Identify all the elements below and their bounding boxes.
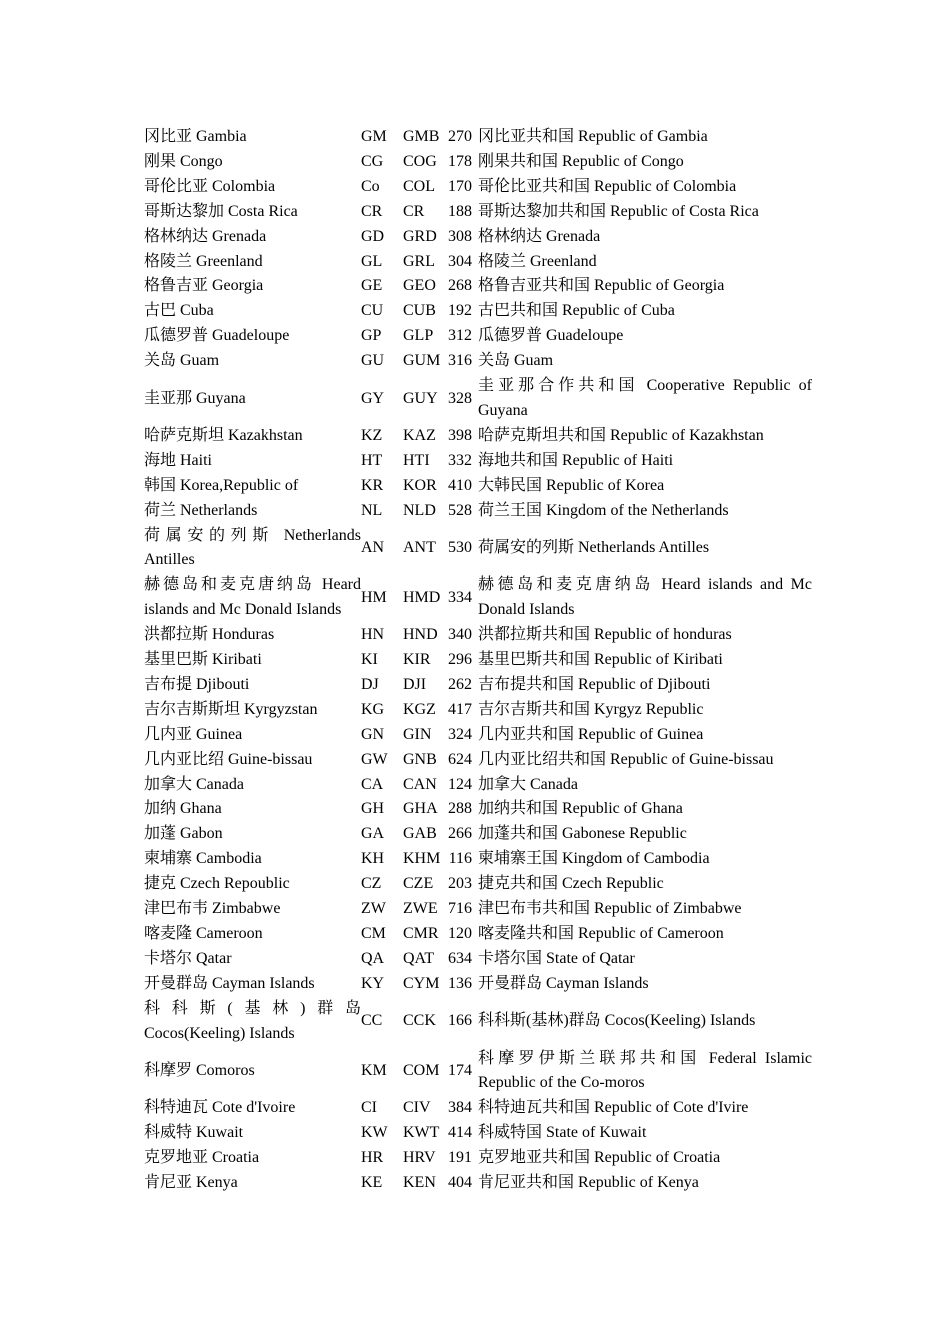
country-name-cell: 瓜德罗普 Guadeloupe bbox=[144, 327, 290, 345]
alpha3-code-cell: CYM bbox=[403, 974, 440, 992]
alpha3-code-cell: GUM bbox=[403, 352, 441, 370]
country-name-cell: 赫德岛和麦克唐纳岛 Heard islands and Mc Donald Islands bbox=[144, 576, 361, 619]
country-name-cell: 克罗地亚 Croatia bbox=[144, 1149, 260, 1167]
table-row bbox=[144, 125, 812, 150]
alpha2-code-cell: CR bbox=[361, 202, 383, 220]
alpha2-code-cell: GD bbox=[361, 227, 385, 245]
country-name-cell: 吉布提 Djibouti bbox=[144, 675, 250, 693]
alpha3-code-cell: KWT bbox=[403, 1124, 440, 1142]
table-row bbox=[144, 499, 812, 524]
full-name-cell: 大韩民国 Republic of Korea bbox=[478, 476, 665, 494]
full-name-cell: 加拿大 Canada bbox=[478, 775, 578, 793]
alpha3-code-cell: GRD bbox=[403, 227, 437, 245]
full-name-cell: 加蓬共和国 Gabonese Republic bbox=[478, 825, 687, 843]
table-row bbox=[144, 1146, 812, 1171]
country-name-cell: 荷兰 Netherlands bbox=[144, 501, 258, 519]
full-name-cell: 喀麦隆共和国 Republic of Cameroon bbox=[478, 925, 724, 942]
numeric-code-cell: 410 bbox=[448, 476, 472, 494]
country-name-cell: 哥斯达黎加 Costa Rica bbox=[144, 202, 298, 220]
alpha3-code-cell: KOR bbox=[403, 476, 437, 494]
alpha2-code-cell: Co bbox=[361, 177, 380, 195]
table-row bbox=[144, 250, 812, 275]
numeric-code-cell: 178 bbox=[448, 152, 472, 170]
country-name-cell: 加纳 Ghana bbox=[144, 800, 222, 818]
alpha2-code-cell: KE bbox=[361, 1174, 383, 1192]
country-name-cell: 格林纳达 Grenada bbox=[144, 227, 267, 245]
alpha3-code-cell: GHA bbox=[403, 800, 438, 818]
alpha2-code-cell: GH bbox=[361, 800, 385, 818]
full-name-cell: 格林纳达 Grenada bbox=[478, 227, 601, 245]
alpha2-code-cell: AN bbox=[361, 538, 385, 556]
numeric-code-cell: 328 bbox=[448, 389, 472, 407]
alpha2-code-cell: KH bbox=[361, 850, 385, 868]
country-name-cell: 科摩罗 Comoros bbox=[144, 1061, 255, 1079]
table-row bbox=[144, 797, 812, 822]
alpha3-code-cell: GAB bbox=[403, 825, 437, 843]
country-name-cell: 关岛 Guam bbox=[144, 352, 220, 370]
country-name-cell: 洪都拉斯 Honduras bbox=[144, 626, 275, 644]
numeric-code-cell: 124 bbox=[448, 775, 472, 793]
country-name-cell: 圭亚那 Guyana bbox=[144, 389, 246, 407]
numeric-code-cell: 136 bbox=[448, 974, 472, 992]
numeric-code-cell: 192 bbox=[448, 302, 472, 320]
table-row bbox=[144, 524, 812, 574]
alpha2-code-cell: GW bbox=[361, 750, 388, 768]
full-name-cell: 荷属安的列斯 Netherlands Antilles bbox=[478, 538, 710, 556]
alpha3-code-cell: HND bbox=[403, 626, 438, 644]
alpha2-code-cell: KM bbox=[361, 1061, 387, 1079]
alpha3-code-cell: NLD bbox=[403, 501, 436, 519]
country-name-cell: 基里巴斯 Kiribati bbox=[144, 651, 262, 669]
alpha3-code-cell: GMB bbox=[403, 128, 440, 145]
alpha3-code-cell: KHM bbox=[403, 850, 441, 868]
full-name-cell: 哥斯达黎加共和国 Republic of Costa Rica bbox=[478, 202, 759, 220]
country-name-cell: 韩国 Korea,Republic of bbox=[144, 476, 299, 494]
country-name-cell: 肯尼亚 Kenya bbox=[144, 1174, 238, 1192]
numeric-code-cell: 268 bbox=[448, 277, 472, 295]
numeric-code-cell: 324 bbox=[448, 725, 472, 743]
country-name-cell: 几内亚比绍 Guine-bissau bbox=[144, 750, 313, 768]
numeric-code-cell: 188 bbox=[448, 202, 472, 220]
alpha3-code-cell: CUB bbox=[403, 302, 436, 320]
numeric-code-cell: 624 bbox=[448, 750, 472, 768]
numeric-code-cell: 266 bbox=[448, 825, 472, 843]
alpha2-code-cell: GP bbox=[361, 327, 382, 345]
table-row bbox=[144, 424, 812, 449]
full-name-cell: 格鲁吉亚共和国 Republic of Georgia bbox=[478, 277, 725, 295]
country-name-cell: 捷克 Czech Repoublic bbox=[144, 875, 290, 893]
full-name-cell: 古巴共和国 Republic of Cuba bbox=[478, 302, 675, 320]
alpha2-code-cell: KZ bbox=[361, 426, 383, 444]
table-row bbox=[144, 897, 812, 922]
table-row bbox=[144, 847, 812, 872]
full-name-cell: 哥伦比亚共和国 Republic of Colombia bbox=[478, 177, 737, 195]
table-row bbox=[144, 972, 812, 997]
table-row bbox=[144, 324, 812, 349]
full-name-cell: 肯尼亚共和国 Republic of Kenya bbox=[478, 1174, 699, 1192]
numeric-code-cell: 417 bbox=[448, 700, 472, 718]
alpha2-code-cell: CA bbox=[361, 775, 384, 793]
table-row bbox=[144, 299, 812, 324]
country-name-cell: 刚果 Congo bbox=[144, 152, 223, 170]
alpha2-code-cell: HM bbox=[361, 588, 387, 606]
table-row bbox=[144, 225, 812, 250]
full-name-cell: 基里巴斯共和国 Republic of Kiribati bbox=[478, 651, 723, 669]
numeric-code-cell: 716 bbox=[448, 900, 472, 918]
numeric-code-cell: 262 bbox=[448, 675, 472, 693]
table-row bbox=[144, 748, 812, 773]
alpha3-code-cell: HTI bbox=[403, 451, 430, 469]
alpha3-code-cell: GNB bbox=[403, 750, 437, 768]
alpha3-code-cell: KAZ bbox=[403, 426, 436, 444]
alpha2-code-cell: KW bbox=[361, 1124, 388, 1142]
alpha3-code-cell: COL bbox=[403, 177, 435, 195]
country-code-table bbox=[144, 125, 812, 1196]
full-name-cell: 津巴布韦共和国 Republic of Zimbabwe bbox=[478, 900, 742, 918]
table-row bbox=[144, 175, 812, 200]
numeric-code-cell: 116 bbox=[448, 850, 472, 868]
numeric-code-cell: 334 bbox=[448, 588, 472, 606]
table-row bbox=[144, 997, 812, 1047]
full-name-cell: 几内亚共和国 Republic of Guinea bbox=[478, 725, 704, 743]
full-name-cell: 科摩罗伊斯兰联邦共和国 Federal Islamic Republic of the Co-moros bbox=[478, 1049, 812, 1092]
alpha3-code-cell: ZWE bbox=[403, 900, 438, 918]
table-row bbox=[144, 648, 812, 673]
country-name-cell: 冈比亚 Gambia bbox=[144, 128, 247, 145]
alpha3-code-cell: DJI bbox=[403, 675, 427, 693]
full-name-cell: 几内亚比绍共和国 Republic of Guine-bissau bbox=[478, 750, 774, 768]
numeric-code-cell: 398 bbox=[448, 426, 472, 444]
alpha3-code-cell: CIV bbox=[403, 1099, 431, 1117]
country-name-cell: 格陵兰 Greenland bbox=[144, 252, 263, 270]
country-name-cell: 荷属安的列斯 Netherlands Antilles bbox=[144, 526, 361, 569]
country-name-cell: 海地 Haiti bbox=[144, 451, 212, 469]
country-code-document bbox=[144, 125, 812, 1196]
full-name-cell: 吉布提共和国 Republic of Djibouti bbox=[478, 675, 711, 693]
alpha2-code-cell: KG bbox=[361, 700, 385, 718]
table-row bbox=[144, 723, 812, 748]
full-name-cell: 荷兰王国 Kingdom of the Netherlands bbox=[478, 501, 729, 519]
country-name-cell: 加蓬 Gabon bbox=[144, 825, 223, 843]
numeric-code-cell: 308 bbox=[448, 227, 472, 245]
table-row bbox=[144, 947, 812, 972]
country-name-cell: 加拿大 Canada bbox=[144, 775, 244, 793]
full-name-cell: 捷克共和国 Czech Republic bbox=[478, 875, 664, 893]
alpha2-code-cell: GM bbox=[361, 128, 387, 145]
numeric-code-cell: 288 bbox=[448, 800, 472, 818]
numeric-code-cell: 166 bbox=[448, 1012, 472, 1030]
alpha2-code-cell: CI bbox=[361, 1099, 377, 1117]
alpha3-code-cell: CCK bbox=[403, 1012, 436, 1030]
table-row bbox=[144, 872, 812, 897]
alpha2-code-cell: CG bbox=[361, 152, 384, 170]
country-name-cell: 柬埔寨 Cambodia bbox=[144, 850, 262, 868]
table-row bbox=[144, 150, 812, 175]
country-name-cell: 喀麦隆 Cameroon bbox=[144, 925, 263, 942]
full-name-cell: 洪都拉斯共和国 Republic of honduras bbox=[478, 626, 732, 644]
full-name-cell: 格陵兰 Greenland bbox=[478, 252, 597, 270]
numeric-code-cell: 270 bbox=[448, 128, 472, 145]
alpha3-code-cell: KIR bbox=[403, 651, 431, 669]
numeric-code-cell: 120 bbox=[448, 925, 472, 942]
alpha3-code-cell: GLP bbox=[403, 327, 434, 345]
full-name-cell: 刚果共和国 Republic of Congo bbox=[478, 152, 684, 170]
alpha2-code-cell: CM bbox=[361, 925, 386, 942]
table-row bbox=[144, 449, 812, 474]
full-name-cell: 冈比亚共和国 Republic of Gambia bbox=[478, 128, 708, 145]
country-name-cell: 哥伦比亚 Colombia bbox=[144, 177, 276, 195]
table-row bbox=[144, 1047, 812, 1097]
alpha2-code-cell: GL bbox=[361, 252, 383, 270]
numeric-code-cell: 634 bbox=[448, 949, 472, 967]
full-name-cell: 圭亚那合作共和国 Cooperative Republic of Guyana bbox=[478, 377, 812, 419]
country-name-cell: 哈萨克斯坦 Kazakhstan bbox=[144, 426, 303, 444]
alpha2-code-cell: GU bbox=[361, 352, 385, 370]
numeric-code-cell: 340 bbox=[448, 626, 472, 644]
alpha2-code-cell: HR bbox=[361, 1149, 384, 1167]
alpha2-code-cell: HT bbox=[361, 451, 383, 469]
alpha2-code-cell: CC bbox=[361, 1012, 383, 1030]
numeric-code-cell: 203 bbox=[448, 875, 472, 893]
full-name-cell: 卡塔尔国 State of Qatar bbox=[478, 949, 635, 967]
country-name-cell: 开曼群岛 Cayman Islands bbox=[144, 974, 315, 992]
alpha2-code-cell: NL bbox=[361, 501, 383, 519]
country-name-cell: 津巴布韦 Zimbabwe bbox=[144, 900, 281, 918]
alpha2-code-cell: GE bbox=[361, 277, 383, 295]
numeric-code-cell: 312 bbox=[448, 327, 472, 345]
numeric-code-cell: 530 bbox=[448, 538, 472, 556]
numeric-code-cell: 170 bbox=[448, 177, 472, 195]
country-name-cell: 古巴 Cuba bbox=[144, 302, 214, 320]
alpha3-code-cell: CR bbox=[403, 202, 425, 220]
alpha3-code-cell: COM bbox=[403, 1061, 440, 1079]
table-row bbox=[144, 1096, 812, 1121]
alpha3-code-cell: COG bbox=[403, 152, 437, 170]
country-name-cell: 科威特 Kuwait bbox=[144, 1124, 244, 1142]
numeric-code-cell: 304 bbox=[448, 252, 472, 270]
country-name-cell: 格鲁吉亚 Georgia bbox=[144, 277, 264, 295]
country-name-cell: 科特迪瓦 Cote d'Ivoire bbox=[144, 1099, 296, 1117]
full-name-cell: 哈萨克斯坦共和国 Republic of Kazakhstan bbox=[478, 426, 764, 444]
alpha2-code-cell: KI bbox=[361, 651, 378, 669]
alpha3-code-cell: ANT bbox=[403, 538, 436, 556]
alpha3-code-cell: GIN bbox=[403, 725, 432, 743]
full-name-cell: 科威特国 State of Kuwait bbox=[478, 1124, 647, 1142]
table-row bbox=[144, 922, 812, 947]
alpha2-code-cell: GN bbox=[361, 725, 385, 743]
full-name-cell: 科科斯(基林)群岛 Cocos(Keeling) Islands bbox=[478, 1012, 756, 1030]
table-row bbox=[144, 349, 812, 374]
country-rows bbox=[144, 125, 812, 1196]
table-row bbox=[144, 200, 812, 225]
alpha3-code-cell: GUY bbox=[403, 389, 438, 407]
alpha2-code-cell: CU bbox=[361, 302, 384, 320]
alpha2-code-cell: KR bbox=[361, 476, 384, 494]
full-name-cell: 关岛 Guam bbox=[478, 352, 554, 370]
alpha2-code-cell: HN bbox=[361, 626, 385, 644]
table-row bbox=[144, 474, 812, 499]
alpha3-code-cell: CMR bbox=[403, 925, 439, 942]
alpha3-code-cell: HMD bbox=[403, 588, 441, 606]
alpha2-code-cell: ZW bbox=[361, 900, 386, 918]
numeric-code-cell: 191 bbox=[448, 1149, 472, 1167]
alpha2-code-cell: QA bbox=[361, 949, 385, 967]
table-row bbox=[144, 1171, 812, 1196]
alpha2-code-cell: GY bbox=[361, 389, 385, 407]
numeric-code-cell: 316 bbox=[448, 352, 472, 370]
table-row bbox=[144, 1121, 812, 1146]
alpha2-code-cell: KY bbox=[361, 974, 385, 992]
full-name-cell: 吉尔吉斯共和国 Kyrgyz Republic bbox=[478, 700, 704, 718]
country-name-cell: 吉尔吉斯斯坦 Kyrgyzstan bbox=[144, 700, 318, 718]
numeric-code-cell: 384 bbox=[448, 1099, 472, 1117]
country-name-cell: 科科斯(基林)群岛 Cocos(Keeling) Islands bbox=[144, 999, 361, 1042]
country-name-cell: 卡塔尔 Qatar bbox=[144, 949, 232, 967]
numeric-code-cell: 332 bbox=[448, 451, 472, 469]
alpha2-code-cell: DJ bbox=[361, 675, 379, 693]
full-name-cell: 克罗地亚共和国 Republic of Croatia bbox=[478, 1149, 721, 1167]
full-name-cell: 柬埔寨王国 Kingdom of Cambodia bbox=[478, 850, 710, 868]
alpha3-code-cell: GRL bbox=[403, 252, 435, 270]
country-name-cell: 几内亚 Guinea bbox=[144, 725, 243, 743]
alpha3-code-cell: QAT bbox=[403, 949, 435, 967]
table-row bbox=[144, 623, 812, 648]
full-name-cell: 瓜德罗普 Guadeloupe bbox=[478, 327, 624, 345]
full-name-cell: 海地共和国 Republic of Haiti bbox=[478, 451, 674, 469]
full-name-cell: 赫德岛和麦克唐纳岛 Heard islands and Mc Donald Islands bbox=[478, 576, 812, 619]
table-row bbox=[144, 573, 812, 623]
numeric-code-cell: 528 bbox=[448, 501, 472, 519]
table-row bbox=[144, 274, 812, 299]
table-row bbox=[144, 673, 812, 698]
numeric-code-cell: 174 bbox=[448, 1061, 472, 1079]
full-name-cell: 开曼群岛 Cayman Islands bbox=[478, 974, 649, 992]
alpha3-code-cell: HRV bbox=[403, 1149, 436, 1167]
table-row bbox=[144, 698, 812, 723]
table-row bbox=[144, 374, 812, 424]
numeric-code-cell: 414 bbox=[448, 1124, 472, 1142]
alpha2-code-cell: CZ bbox=[361, 875, 382, 893]
alpha3-code-cell: CZE bbox=[403, 875, 434, 893]
alpha2-code-cell: GA bbox=[361, 825, 385, 843]
table-row bbox=[144, 773, 812, 798]
alpha3-code-cell: CAN bbox=[403, 775, 437, 793]
table-row bbox=[144, 822, 812, 847]
alpha3-code-cell: GEO bbox=[403, 277, 436, 295]
alpha3-code-cell: KEN bbox=[403, 1174, 436, 1192]
full-name-cell: 加纳共和国 Republic of Ghana bbox=[478, 800, 683, 818]
numeric-code-cell: 404 bbox=[448, 1174, 472, 1192]
numeric-code-cell: 296 bbox=[448, 651, 472, 669]
full-name-cell: 科特迪瓦共和国 Republic of Cote d'Ivire bbox=[478, 1099, 749, 1117]
alpha3-code-cell: KGZ bbox=[403, 700, 436, 718]
